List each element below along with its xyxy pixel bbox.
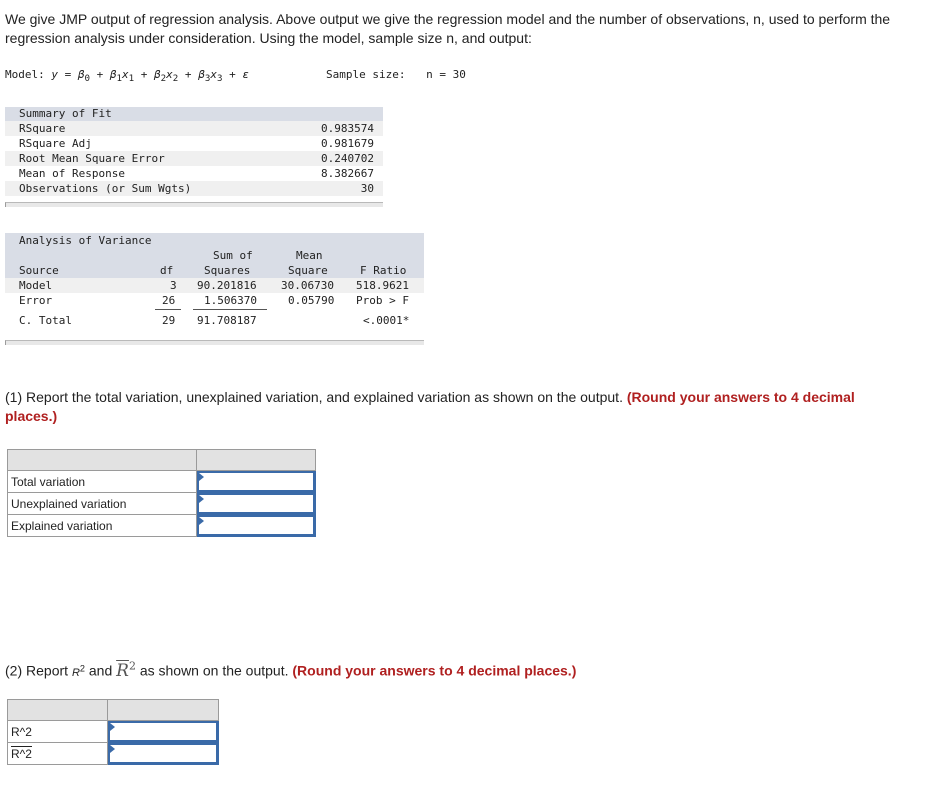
q2-answer-table xyxy=(7,699,219,765)
sample-size-label: Sample size: xyxy=(326,68,406,81)
q1-header-cell xyxy=(8,450,197,471)
total-prob: <.0001* xyxy=(363,314,410,327)
q2-cell-rbar2 xyxy=(107,743,218,765)
model-equation: Model: $y = \beta_0 + \beta_1x_1 + \beta_2x_2 + \beta_3x_3 + \varepsilon$ xyxy=(5,68,249,85)
sample-size-value: n = 30 xyxy=(426,68,466,81)
q2-header-cell xyxy=(107,700,218,721)
q1-text: Report the total variation, unexplained variation, and explained variation as shown on the output. xyxy=(26,389,623,405)
hdr-df: df xyxy=(160,264,174,277)
total-variation-input[interactable] xyxy=(197,471,315,492)
hdr-ss-1: Sum of xyxy=(213,249,253,262)
total-df: 29 xyxy=(162,314,176,327)
q2-label-r2: R^2 xyxy=(8,721,108,743)
error-ss: 1.506370 xyxy=(204,294,257,307)
fit-label: RSquare xyxy=(19,122,66,135)
panel-bottom-bar xyxy=(5,340,424,345)
fit-row-mean xyxy=(5,166,383,181)
fit-label: Mean of Response xyxy=(19,167,125,180)
question-2 xyxy=(5,656,905,683)
hdr-ms-1: Mean xyxy=(296,249,323,262)
hdr-ss-2: Squares xyxy=(204,264,251,277)
fit-row-observations xyxy=(5,181,383,196)
anova-panel xyxy=(5,233,424,347)
fit-row-rsquare-adj xyxy=(5,136,383,151)
model-df: 3 xyxy=(170,279,177,292)
q2-text-a: Report xyxy=(26,662,69,679)
df-underline xyxy=(155,309,181,310)
q1-cell-total xyxy=(197,471,316,493)
fit-value: 0.981679 xyxy=(321,137,374,150)
q2-r2: $R^2$ xyxy=(71,663,85,679)
question-1 xyxy=(5,388,905,426)
r-squared-input[interactable] xyxy=(108,721,218,742)
q2-label-rbar2 xyxy=(8,743,108,765)
total-source: C. Total xyxy=(19,314,72,327)
intro-text: We give JMP output of regression analysis. Above output we give the regression model and the number of observations, n, used to perform the regression analysis under consideration. Using the model, sample size n, and output: xyxy=(5,11,891,46)
panel-bottom-bar xyxy=(5,202,383,207)
q1-cell-unexplained xyxy=(197,493,316,515)
fit-value: 8.382667 xyxy=(321,167,374,180)
input-marker-icon xyxy=(199,517,204,525)
q1-hint: (Round your answers to 4 decimal places.) xyxy=(5,389,855,424)
q2-hint: (Round your answers to 4 decimal places.) xyxy=(292,662,577,679)
summary-of-fit-panel xyxy=(5,107,383,207)
q2-header-cell xyxy=(8,700,108,721)
hdr-f-ratio: F Ratio xyxy=(360,264,407,277)
q2-r-letter: R xyxy=(71,666,80,679)
q2-rbar2: $\overline{R}^2$ xyxy=(116,659,136,681)
q1-label-explained: Explained variation xyxy=(8,515,197,537)
fit-value: 30 xyxy=(360,182,374,195)
total-ss: 91.708187 xyxy=(197,314,257,327)
fit-value: 0.240702 xyxy=(321,152,374,165)
summary-of-fit-title: Summary of Fit xyxy=(5,107,383,121)
q2-cell-r2 xyxy=(107,721,218,743)
q1-label-unexplained: Unexplained variation xyxy=(8,493,197,515)
q1-number: (1) xyxy=(5,389,23,405)
model-source: Model xyxy=(19,279,53,292)
fit-label: Observations (or Sum Wgts) xyxy=(19,182,192,195)
fit-value: 0.983574 xyxy=(321,122,374,135)
anova-title: Analysis of Variance xyxy=(19,234,152,247)
q2-number: (2) xyxy=(5,662,23,679)
fit-label: RSquare Adj xyxy=(19,137,92,150)
sample-size xyxy=(326,68,466,81)
fit-label: Root Mean Square Error xyxy=(19,152,165,165)
ss-underline xyxy=(193,309,267,310)
error-prob-label: Prob > F xyxy=(356,294,409,307)
q1-answer-table xyxy=(7,449,316,537)
q2-and: and xyxy=(88,662,113,679)
input-marker-icon xyxy=(199,495,204,503)
fit-row-rmse xyxy=(5,151,383,166)
q1-header-cell xyxy=(197,450,316,471)
explained-variation-input[interactable] xyxy=(197,515,315,536)
error-df: 26 xyxy=(162,294,176,307)
q1-cell-explained xyxy=(197,515,316,537)
input-marker-icon xyxy=(110,723,115,731)
hdr-source: Source xyxy=(19,264,59,277)
error-ms: 0.05790 xyxy=(288,294,335,307)
model-ms: 30.06730 xyxy=(281,279,334,292)
input-marker-icon xyxy=(110,745,115,753)
input-marker-icon xyxy=(199,473,204,481)
adjusted-r-squared-input[interactable] xyxy=(108,743,218,764)
model-f: 518.9621 xyxy=(356,279,409,292)
q1-label-total: Total variation xyxy=(8,471,197,493)
hdr-ms-2: Square xyxy=(288,264,328,277)
model-ss: 90.201816 xyxy=(197,279,257,292)
fit-row-rsquare xyxy=(5,121,383,136)
q2-rbar-letter: $\overline{R}$ xyxy=(116,660,129,681)
unexplained-variation-input[interactable] xyxy=(197,493,315,514)
q2-rbar2-text: R^2 xyxy=(11,746,32,761)
q2-text-b: as shown on the output. xyxy=(139,662,289,679)
error-source: Error xyxy=(19,294,53,307)
